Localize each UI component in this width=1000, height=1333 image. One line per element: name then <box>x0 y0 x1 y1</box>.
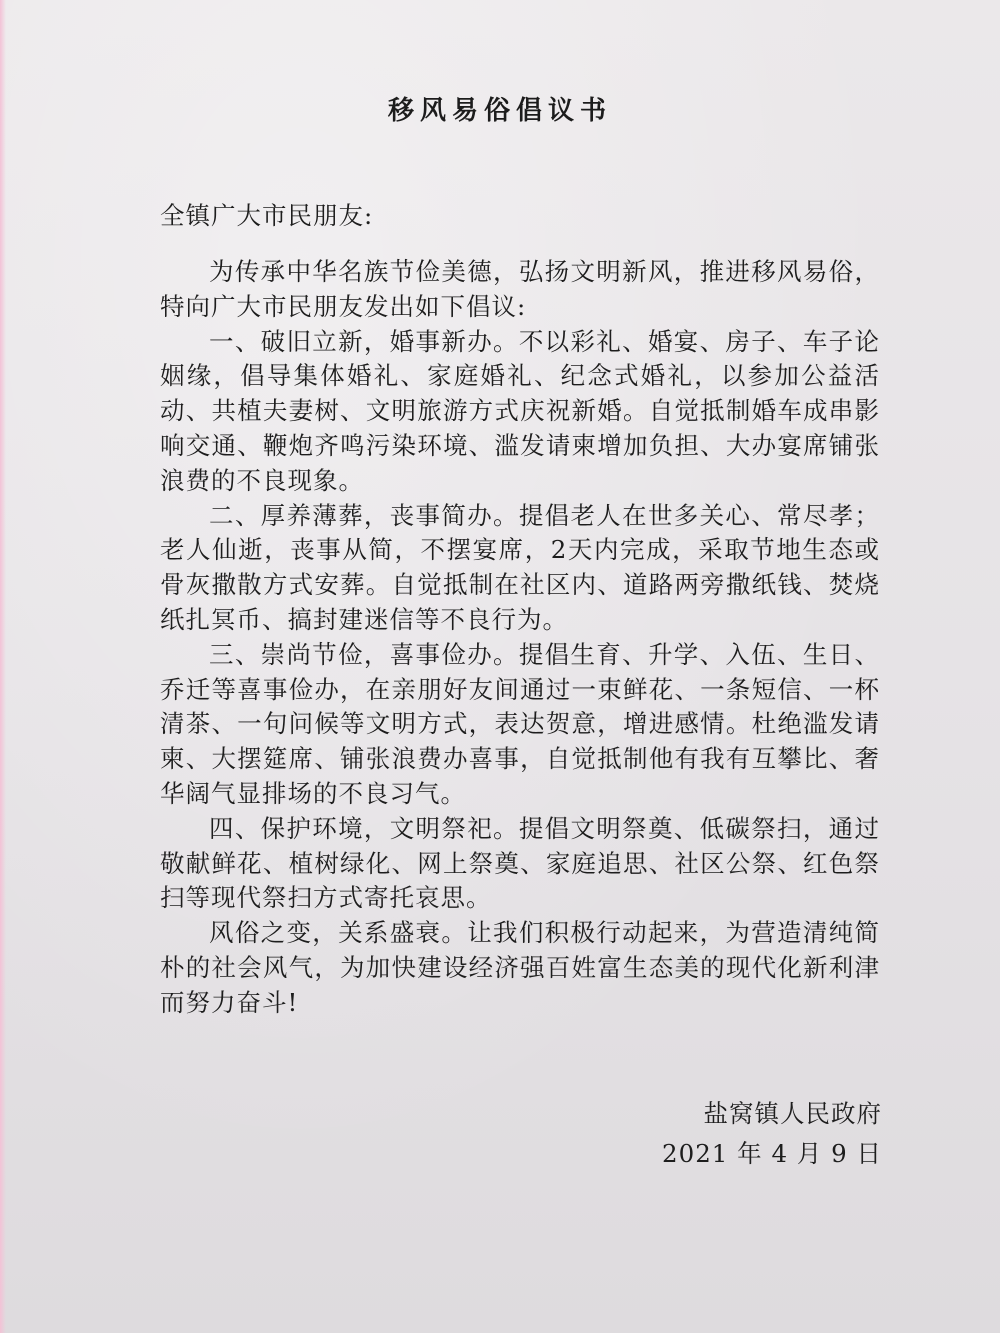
document-body <box>160 255 880 1021</box>
paragraph-wedding: 一、破旧立新，婚事新办。不以彩礼、婚宴、房子、车子论姻缘，倡导集体婚礼、家庭婚礼、纪念式婚礼，以参加公益活动、共植夫妻树、文明旅游方式庆祝新婚。自觉抵制婚车成串影响交通、鞭炮齐鸣污染环境、滥发请柬增加负担、大办宴席铺张浪费的不良现象。 <box>160 326 880 495</box>
paragraph-closing: 风俗之变，关系盛衰。让我们积极行动起来，为营造清纯简朴的社会风气，为加快建设经济强百姓富生态美的现代化新利津而努力奋斗! <box>160 918 880 1017</box>
signature-date: 2021 年 4 月 9 日 <box>662 1139 882 1168</box>
signature-organization: 盐窝镇人民政府 <box>703 1099 882 1128</box>
paragraph-celebration: 三、崇尚节俭，喜事俭办。提倡生育、升学、入伍、生日、乔迁等喜事俭办，在亲朋好友间通过一束鲜花、一条短信、一杯清茶、一句问候等文明方式，表达贺意，增进感情。杜绝滥发请柬、大摆筵席、铺张浪费办喜事，自觉抵制他有我有互攀比、奢华阔气显排场的不良习气。 <box>160 639 880 808</box>
paragraph-environment: 四、保护环境，文明祭祀。提倡文明祭奠、低碳祭扫，通过敬献鲜花、植树绿化、网上祭奠、家庭追思、社区公祭、红色祭扫等现代祭扫方式寄托哀思。 <box>160 813 880 913</box>
paragraph-intro: 为传承中华名族节俭美德，弘扬文明新风，推进移风易俗，特向广大市民朋友发出如下倡议: <box>160 257 880 321</box>
salutation: 全镇广大市民朋友: <box>160 201 374 230</box>
page-edge <box>0 0 6 1333</box>
signature-block <box>662 1094 882 1174</box>
paragraph-funeral: 二、厚养薄葬，丧事简办。提倡老人在世多关心、常尽孝；老人仙逝，丧事从简，不摆宴席，2天内完成，采取节地生态或骨灰撒散方式安葬。自觉抵制在社区内、道路两旁撒纸钱、焚烧纸扎冥币、搞封建迷信等不良行为。 <box>160 500 880 634</box>
document-title: 移风易俗倡议书 <box>387 96 612 126</box>
